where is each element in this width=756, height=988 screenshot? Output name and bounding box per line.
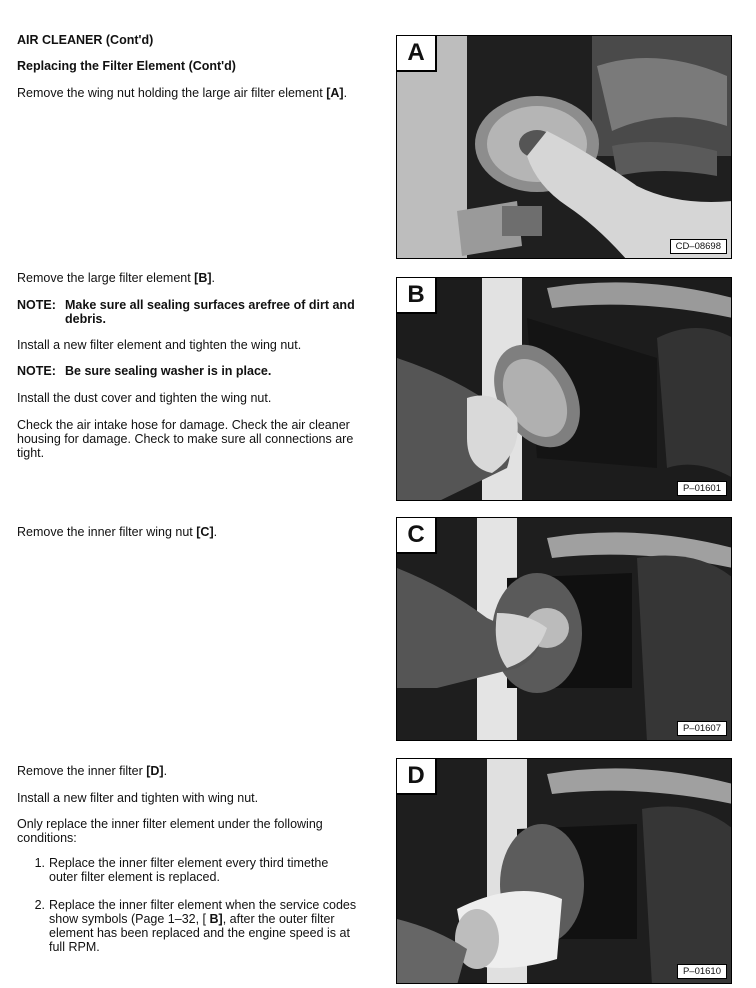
conditions-intro: Only replace the inner filter element under the following conditions: (17, 817, 323, 845)
figure-c-code: P–01607 (677, 721, 727, 736)
figure-d-code: P–01610 (677, 964, 727, 979)
figure-a-letter: A (397, 36, 437, 72)
step-c-text: Remove the inner filter wing nut [C]. (17, 525, 218, 539)
step-b-text: Remove the large filter element [B]. (17, 271, 216, 285)
figure-b-photo (396, 277, 732, 501)
install-filter-text: Install a new filter element and tighten the wing nut. (17, 338, 302, 352)
figure-c-letter: C (397, 518, 437, 554)
section-subheading: Replacing the Filter Element (Cont'd) (17, 59, 236, 73)
figure-a-image (397, 36, 732, 259)
note-sealing-surfaces: NOTE: Make sure all sealing surfaces arefree of dirt and debris. (17, 298, 355, 326)
note-sealing-washer: NOTE: Be sure sealing washer is in place. (17, 364, 272, 378)
list-item: 2. Replace the inner filter element when the service codes show symbols (Page 1–32, [ B], after the outer filter element has been replaced and the engine speed is at full RPM. (34, 898, 357, 954)
figure-b-code: P–01601 (677, 481, 727, 496)
section-heading: AIR CLEANER (Cont'd) (17, 33, 154, 47)
figure-b-image (397, 278, 732, 501)
step-d-text: Remove the inner filter [D]. (17, 764, 168, 778)
figure-a-code: CD–08698 (670, 239, 727, 254)
install-dust-cover-text: Install the dust cover and tighten the wing nut. (17, 391, 272, 405)
list-item: 1. Replace the inner filter element every third timethe outer filter element is replaced. (34, 856, 329, 884)
figure-b-letter: B (397, 278, 437, 314)
figure-c-photo (396, 517, 732, 741)
figure-d-photo (396, 758, 732, 984)
step-a-text: Remove the wing nut holding the large air filter element [A]. (17, 86, 348, 100)
figure-d-letter: D (397, 759, 437, 795)
figure-a-photo (396, 35, 732, 259)
check-hose-text: Check the air intake hose for damage. Check the air cleaner housing for damage. Check to make sure all connections are tight. (17, 418, 354, 460)
install-inner-filter-text: Install a new filter and tighten with wing nut. (17, 791, 259, 805)
figure-d-image (397, 759, 732, 984)
figure-c-image (397, 518, 732, 741)
